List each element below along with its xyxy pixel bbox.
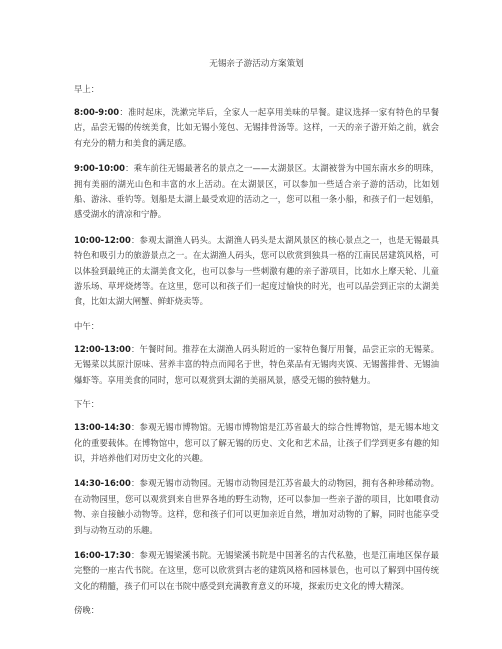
item-time: 14:30-16:00: [74, 478, 131, 489]
schedule-item: [74, 420, 439, 466]
schedule-item: [74, 105, 439, 151]
schedule-item: [74, 548, 439, 594]
section-label-afternoon: 下午：: [74, 399, 100, 410]
item-time: 9:00-10:00: [74, 163, 125, 174]
item-time: 8:00-9:00: [74, 107, 120, 117]
schedule-item: [74, 161, 439, 223]
schedule-item: [74, 476, 439, 538]
item-text: ：参观无锡市动物园。无锡市动物园是江苏省最大的动物园，拥有各种珍稀动物。在动物园里，您可以观赏到来自世界各地的野生动物，还可以参加一些亲子游的项目，比如喂食动物、亲自接触小动物等。这样，您和孩子们可以更加亲近自然，增加对动物的了解，同时也能享受到与动物互动的乐趣。: [74, 478, 439, 535]
schedule-item: [74, 233, 439, 310]
item-text: ：参观无锡梁溪书院。无锡梁溪书院是中国著名的古代私塾，也是江南地区保存最完整的一座古代书院。在这里，您可以欣赏到古老的建筑风格和园林景色，也可以了解到中国传统文化的精髓，孩子们可以在书院中感受到充满教育意义的环境，探索历史文化的博大精深。: [74, 549, 439, 591]
section-label-evening: 傍晚：: [74, 605, 100, 616]
item-text: ：参观太湖渔人码头。太湖渔人码头是太湖风景区的核心景点之一，也是无锡最具特色和吸引力的旅游景点之一。在太湖渔人码头，您可以欣赏到独具一格的江南民居建筑风格，可以体验到最纯正的太湖美食文化，也可以参与一些刺激有趣的亲子游项目，比如水上摩天轮、儿童游乐场、草坪烧烤等。在这里，您可以和孩子们一起度过愉快的时光，也可以品尝到正宗的太湖美食，比如太湖大闸蟹、鲜虾烧卖等。: [74, 234, 439, 307]
item-time: 16:00-17:30: [74, 549, 131, 560]
section-label-morning: 早上：: [74, 84, 100, 94]
item-time: 13:00-14:30: [74, 422, 131, 433]
document-title: 无锡亲子游活动方案策划: [209, 59, 304, 69]
schedule-item: [74, 342, 439, 388]
item-text: ：准时起床，洗漱完毕后，全家人一起享用美味的早餐。建议选择一家有特色的早餐店，品尝无锡的传统美食，比如无锡小笼包、无锡排骨汤等。这样，一天的亲子游开始之前，就会有充分的精力和美食的满足感。: [74, 107, 439, 148]
item-text: ：乘车前往无锡最著名的景点之一——太湖景区。太湖被誉为中国东南水乡的明珠，拥有美丽的湖光山色和丰富的水上活动。在太湖景区，可以参加一些适合亲子游的活动，比如划船、游泳、垂钓等。划船是太湖上最受欢迎的活动之一，您可以租一条小船，和孩子们一起划船，感受湖水的清凉和宁静。: [74, 163, 439, 220]
item-text: ：参观无锡市博物馆。无锡市博物馆是江苏省最大的综合性博物馆，是无锡本地文化的重要载体。在博物馆中，您可以了解无锡的历史、文化和艺术品，让孩子们学到更多有趣的知识，并培养他们对历史文化的兴趣。: [74, 422, 439, 463]
item-time: 12:00-13:00: [74, 343, 131, 354]
section-label-noon: 中午：: [74, 320, 100, 331]
item-time: 10:00-12:00: [74, 234, 131, 245]
item-text: ：午餐时间。推荐在太湖渔人码头附近的一家特色餐厅用餐，品尝正宗的无锡菜。无锡菜以其原汁原味、营养丰富的特点而闻名于世，特色菜品有无锡肉夹馍、无锡酱排骨、无锡油爆虾等。享用美食的同时，您可以观赏到太湖的美丽风景，感受无锡的独特魅力。: [74, 343, 439, 385]
